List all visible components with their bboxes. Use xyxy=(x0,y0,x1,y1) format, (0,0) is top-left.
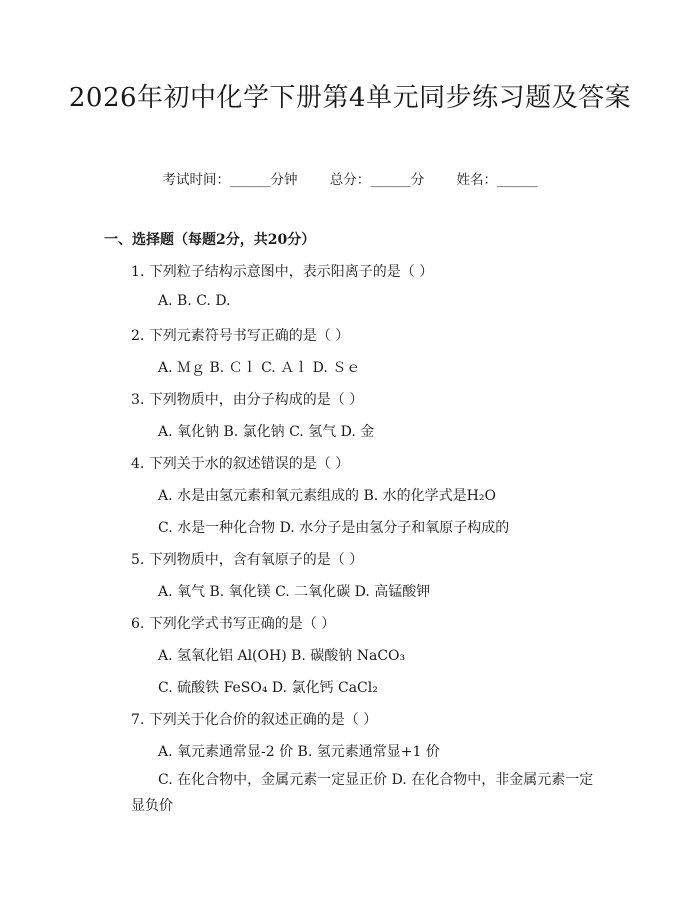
question-6-options-cd: C. 硫酸铁 FeSO₄ D. 氯化钙 CaCl₂ xyxy=(158,680,378,696)
total-score-label: 总分：______分 xyxy=(329,172,425,188)
question-4-options-cd: C. 水是一种化合物 D. 水分子是由氢分子和氧原子构成的 xyxy=(158,520,510,536)
question-6-options-ab: A. 氢氧化铝 Al(OH) B. 碳酸钠 NaCO₃ xyxy=(158,648,406,664)
question-5-options: A. 氧气 B. 氧化镁 C. 二氧化碳 D. 高锰酸钾 xyxy=(158,584,431,600)
question-2-options: A. Ｍｇ B. Ｃｌ C. Ａｌ D. Ｓｅ xyxy=(158,360,361,376)
question-1-options: A. B. C. D. xyxy=(158,293,231,309)
question-6: 6. 下列化学式书写正确的是（ ） xyxy=(131,616,336,632)
question-7: 7. 下列关于化合价的叙述正确的是（ ） xyxy=(131,712,378,728)
exam-meta xyxy=(0,168,700,188)
question-2: 2. 下列元素符号书写正确的是（ ） xyxy=(131,328,350,344)
question-3: 3. 下列物质中，由分子构成的是（ ） xyxy=(131,392,364,408)
page-title: 2026年初中化学下册第4单元同步练习题及答案 xyxy=(68,83,632,113)
question-3-options: A. 氧化钠 B. 氯化钠 C. 氢气 D. 金 xyxy=(158,424,375,440)
question-4-options-ab: A. 水是由氢元素和氧元素组成的 B. 水的化学式是H₂O xyxy=(158,488,496,504)
question-7-options-ab: A. 氧元素通常显-2 价 B. 氢元素通常显+1 价 xyxy=(158,744,440,760)
section-heading: 一、选择题（每题2分，共20分） xyxy=(104,232,316,248)
question-7-options-cd: C. 在化合物中，金属元素一定显正价 D. 在化合物中，非金属元素一定显负价 xyxy=(131,772,594,814)
question-1: 1. 下列粒子结构示意图中，表示阳离子的是（ ） xyxy=(131,264,434,280)
question-5: 5. 下列物质中，含有氧原子的是（ ） xyxy=(131,552,364,568)
question-4: 4. 下列关于水的叙述错误的是（ ） xyxy=(131,456,350,472)
exam-time-label: 考试时间：______分钟 xyxy=(162,172,298,188)
name-label: 姓名：______ xyxy=(456,172,538,188)
